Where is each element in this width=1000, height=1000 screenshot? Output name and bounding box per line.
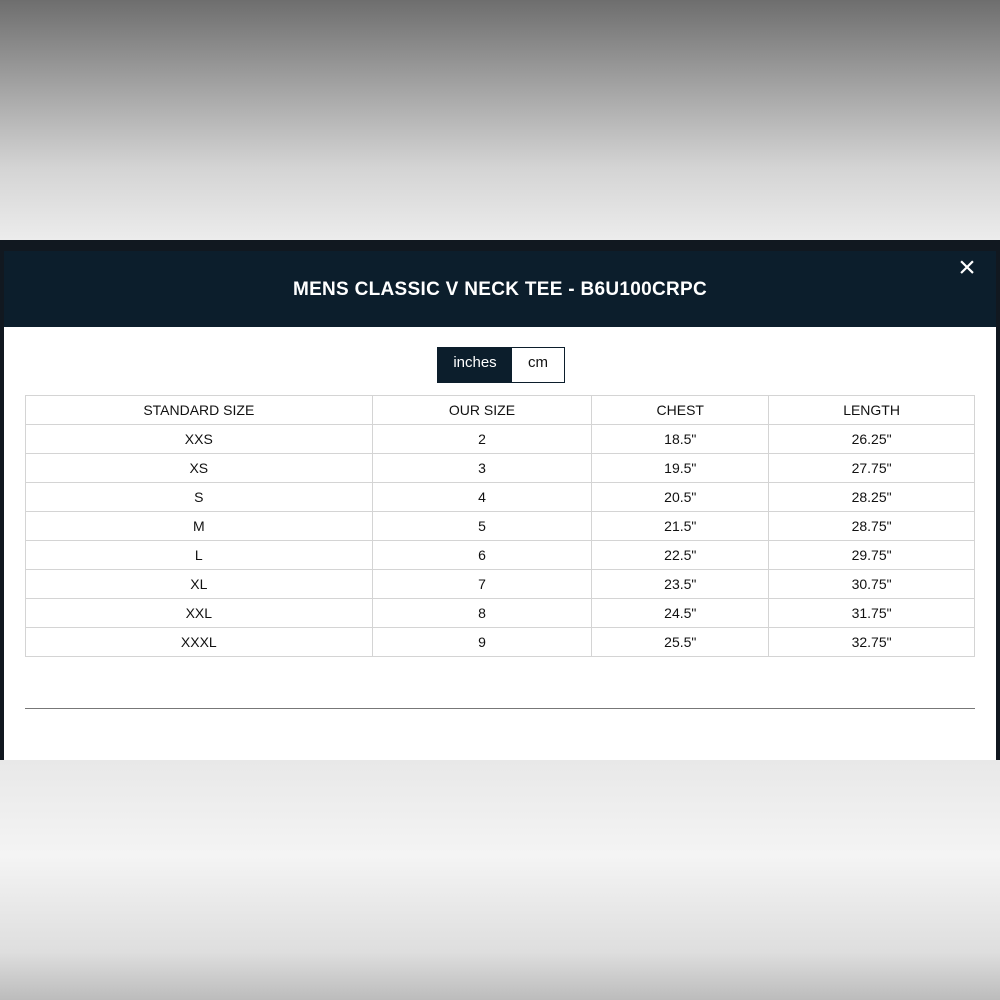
unit-inches-button[interactable]: inches: [438, 348, 512, 382]
cell-length: 30.75": [769, 570, 975, 599]
cell-length: 29.75": [769, 541, 975, 570]
cell-chest: 18.5": [592, 425, 769, 454]
cell-our-size: 2: [372, 425, 592, 454]
cell-chest: 25.5": [592, 628, 769, 657]
table-header-row: [26, 396, 975, 425]
size-table: [25, 395, 975, 657]
cell-standard-size: XS: [26, 454, 373, 483]
cell-length: 28.25": [769, 483, 975, 512]
background-top: [0, 0, 1000, 240]
cell-our-size: 3: [372, 454, 592, 483]
table-row: [26, 570, 975, 599]
table-row: [26, 628, 975, 657]
column-header-our-size: OUR SIZE: [372, 396, 592, 425]
table-row: [26, 512, 975, 541]
cell-our-size: 7: [372, 570, 592, 599]
column-header-chest: CHEST: [592, 396, 769, 425]
cell-length: 31.75": [769, 599, 975, 628]
cell-standard-size: L: [26, 541, 373, 570]
cell-our-size: 6: [372, 541, 592, 570]
unit-toggle: [437, 347, 565, 383]
cell-length: 28.75": [769, 512, 975, 541]
cell-our-size: 5: [372, 512, 592, 541]
cell-our-size: 9: [372, 628, 592, 657]
table-row: [26, 454, 975, 483]
cell-standard-size: XXXL: [26, 628, 373, 657]
column-header-standard-size: STANDARD SIZE: [26, 396, 373, 425]
cell-length: 27.75": [769, 454, 975, 483]
table-row: [26, 483, 975, 512]
table-row: [26, 599, 975, 628]
cell-chest: 23.5": [592, 570, 769, 599]
cell-chest: 24.5": [592, 599, 769, 628]
cell-length: 26.25": [769, 425, 975, 454]
close-icon[interactable]: ×: [958, 251, 976, 284]
column-header-length: LENGTH: [769, 396, 975, 425]
cell-our-size: 4: [372, 483, 592, 512]
background-bottom: [0, 760, 1000, 1000]
size-chart-modal: [4, 251, 996, 760]
cell-our-size: 8: [372, 599, 592, 628]
cell-chest: 22.5": [592, 541, 769, 570]
divider: [25, 708, 975, 709]
modal-title: MENS CLASSIC V NECK TEE - B6U100CRPC: [292, 279, 708, 300]
cell-chest: 21.5": [592, 512, 769, 541]
table-row: [26, 541, 975, 570]
table-row: [26, 425, 975, 454]
cell-standard-size: XXS: [26, 425, 373, 454]
cell-standard-size: XXL: [26, 599, 373, 628]
modal-header: [4, 251, 996, 327]
cell-standard-size: XL: [26, 570, 373, 599]
cell-length: 32.75": [769, 628, 975, 657]
cell-standard-size: S: [26, 483, 373, 512]
cell-chest: 19.5": [592, 454, 769, 483]
unit-cm-button[interactable]: cm: [512, 348, 564, 382]
cell-standard-size: M: [26, 512, 373, 541]
cell-chest: 20.5": [592, 483, 769, 512]
